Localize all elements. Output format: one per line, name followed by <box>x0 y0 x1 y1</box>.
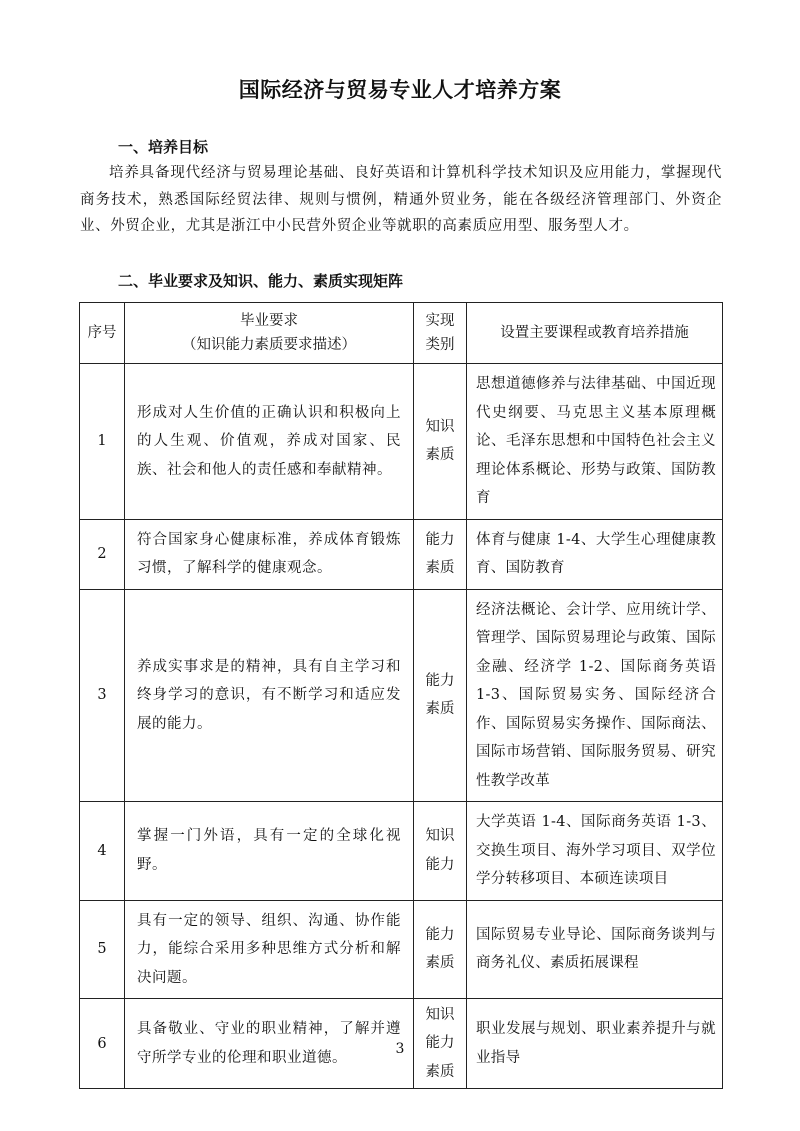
row-requirement: 掌握一门外语，具有一定的全球化视野。 <box>125 802 414 901</box>
row-number: 3 <box>80 589 125 802</box>
row-requirement: 符合国家身心健康标准，养成体育锻炼习惯，了解科学的健康观念。 <box>125 519 414 589</box>
row-courses: 经济法概论、会计学、应用统计学、管理学、国际贸易理论与政策、国际金融、经济学 1-2、国际商务英语 1-3、国际贸易实务、国际经济合作、国际贸易实务操作、国际商法、国际市场营销、国际服务贸易、研究性教学改革 <box>467 589 723 802</box>
header-category-line2: 类别 <box>425 337 455 353</box>
section-heading-goals: 一、培养目标 <box>118 138 209 156</box>
row-number: 2 <box>80 519 125 589</box>
row-number: 6 <box>80 999 125 1089</box>
row-courses: 大学英语 1-4、国际商务英语 1-3、交换生项目、海外学习项目、双学位学分转移项目、本硕连读项目 <box>467 802 723 901</box>
row-requirement: 养成实事求是的精神，具有自主学习和终身学习的意识，有不断学习和适应发展的能力。 <box>125 589 414 802</box>
row-courses: 体育与健康 1-4、大学生心理健康教育、国防教育 <box>467 519 723 589</box>
header-requirement-line2: （知识能力素质要求描述） <box>182 337 356 353</box>
row-courses: 职业发展与规划、职业素养提升与就业指导 <box>467 999 723 1089</box>
row-number: 5 <box>80 900 125 999</box>
category-label: 素质 <box>425 560 455 576</box>
row-category <box>414 519 467 589</box>
category-label: 素质 <box>425 701 455 718</box>
row-courses: 思想道德修养与法律基础、中国近现代史纲要、马克思主义基本原理概论、毛泽东思想和中国特色社会主义理论体系概论、形势与政策、国防教育 <box>467 364 723 520</box>
category-label: 能力 <box>425 672 455 689</box>
goals-paragraph: 培养具备现代经济与贸易理论基础、良好英语和计算机科学技术知识及应用能力，掌握现代商务技术，熟悉国际经贸法律、规则与惯例，精通外贸业务，能在各级经济管理部门、外资企业、外贸企业，尤其是浙江中小民营外贸企业等就职的高素质应用型、服务型人才。 <box>80 165 722 234</box>
row-courses: 国际贸易专业导论、国际商务谈判与商务礼仪、素质拓展课程 <box>467 900 723 999</box>
page-title: 国际经济与贸易专业人才培养方案 <box>238 78 562 102</box>
header-num: 序号 <box>80 303 125 364</box>
table-row <box>80 519 723 589</box>
category-label: 知识 <box>425 418 455 435</box>
row-requirement: 具备敬业、守业的职业精神，了解并遵守所学专业的伦理和职业道德。 <box>125 999 414 1089</box>
header-requirement-line1: 毕业要求 <box>240 313 298 329</box>
row-requirement: 具有一定的领导、组织、沟通、协作能力，能综合采用多种思维方式分析和解决问题。 <box>125 900 414 999</box>
row-category <box>414 900 467 999</box>
page-number: 3 <box>395 1041 405 1057</box>
header-category <box>414 303 467 364</box>
row-category <box>414 802 467 901</box>
category-label: 知识 <box>425 1006 455 1023</box>
category-label: 素质 <box>425 1063 455 1080</box>
header-category-line1: 实现 <box>425 313 455 329</box>
row-requirement: 形成对人生价值的正确认识和积极向上的人生观、价值观，养成对国家、民族、社会和他人的责任感和奉献精神。 <box>125 364 414 520</box>
category-label: 能力 <box>425 531 455 548</box>
table-row <box>80 802 723 901</box>
section-heading-matrix: 二、毕业要求及知识、能力、素质实现矩阵 <box>118 272 404 290</box>
category-label: 素质 <box>425 955 455 972</box>
table-header-row <box>80 303 723 364</box>
row-category <box>414 364 467 520</box>
table-row <box>80 900 723 999</box>
requirements-matrix-table <box>79 302 723 1089</box>
table-row <box>80 364 723 520</box>
category-label: 素质 <box>425 447 455 464</box>
row-category <box>414 589 467 802</box>
header-requirement <box>125 303 414 364</box>
category-label: 能力 <box>425 856 455 873</box>
row-number: 1 <box>80 364 125 520</box>
table-row <box>80 589 723 802</box>
header-courses: 设置主要课程或教育培养措施 <box>467 303 723 364</box>
category-label: 知识 <box>425 828 455 845</box>
category-label: 能力 <box>425 926 455 943</box>
category-label: 能力 <box>425 1035 455 1052</box>
row-number: 4 <box>80 802 125 901</box>
